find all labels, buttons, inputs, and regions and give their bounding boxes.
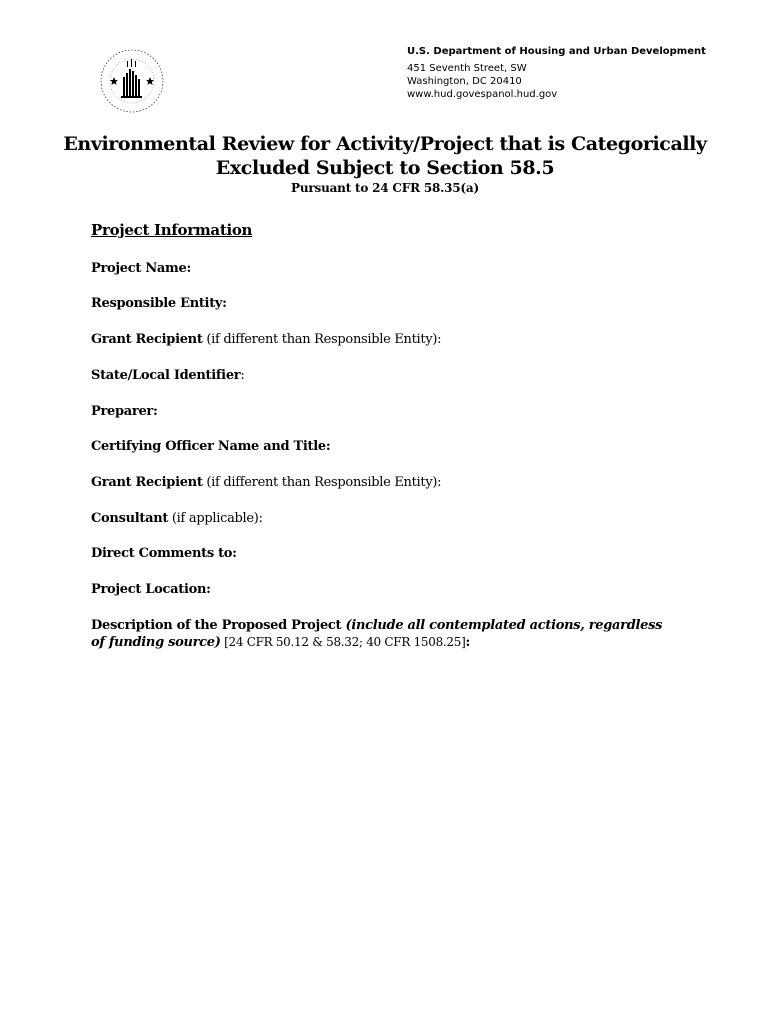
field-project-location [91,581,691,598]
address-line-1: 451 Seventh Street, SW [407,63,527,74]
field-note: : [240,368,245,383]
field-colon: : [465,635,470,650]
field-grant-recipient-2 [91,474,691,491]
field-label: Project Location: [91,582,211,597]
field-note: (if different than Responsible Entity): [202,475,442,490]
field-label: Grant Recipient [91,332,203,347]
hud-seal-icon [98,47,166,115]
field-label: Consultant [91,511,169,526]
field-label: Grant Recipient [91,475,203,490]
agency-name: U.S. Department of Housing and Urban Development [407,46,706,57]
section-heading-project-information: Project Information [91,221,253,239]
field-state-local-identifier [91,367,691,384]
field-certifying-officer [91,438,691,455]
field-note: (if different than Responsible Entity): [202,332,442,347]
address-line-2: Washington, DC 20410 [407,76,522,87]
field-direct-comments-to [91,545,691,562]
agency-website: www.hud.govespanol.hud.gov [407,89,558,100]
document-title [60,132,710,180]
field-label: Direct Comments to: [91,546,237,561]
field-instruction: (include all contemplated actions, regardless of funding source) [91,618,663,650]
field-note: (if applicable): [168,511,263,526]
field-consultant [91,510,691,527]
document-subtitle: Pursuant to 24 CFR 58.35(a) [291,181,479,195]
field-preparer [91,403,691,420]
field-grant-recipient [91,331,691,348]
field-reference: [24 CFR 50.12 & 58.32; 40 CFR 1508.25] [220,635,466,649]
field-responsible-entity [91,295,691,312]
field-label: Certifying Officer Name and Title: [91,439,331,454]
field-label: Responsible Entity: [91,296,227,311]
agency-address-block [407,45,727,101]
field-label: Preparer: [91,404,158,419]
field-label: State/Local Identifier [91,368,241,383]
title-line-1: Environmental Review for Activity/Project that is Categorically [63,133,707,155]
field-label: Description of the Proposed Project [91,618,346,633]
title-line-2: Excluded Subject to Section 58.5 [215,157,555,179]
field-project-name [91,260,691,277]
field-label: Project Name: [91,261,191,276]
field-project-description [91,617,676,651]
